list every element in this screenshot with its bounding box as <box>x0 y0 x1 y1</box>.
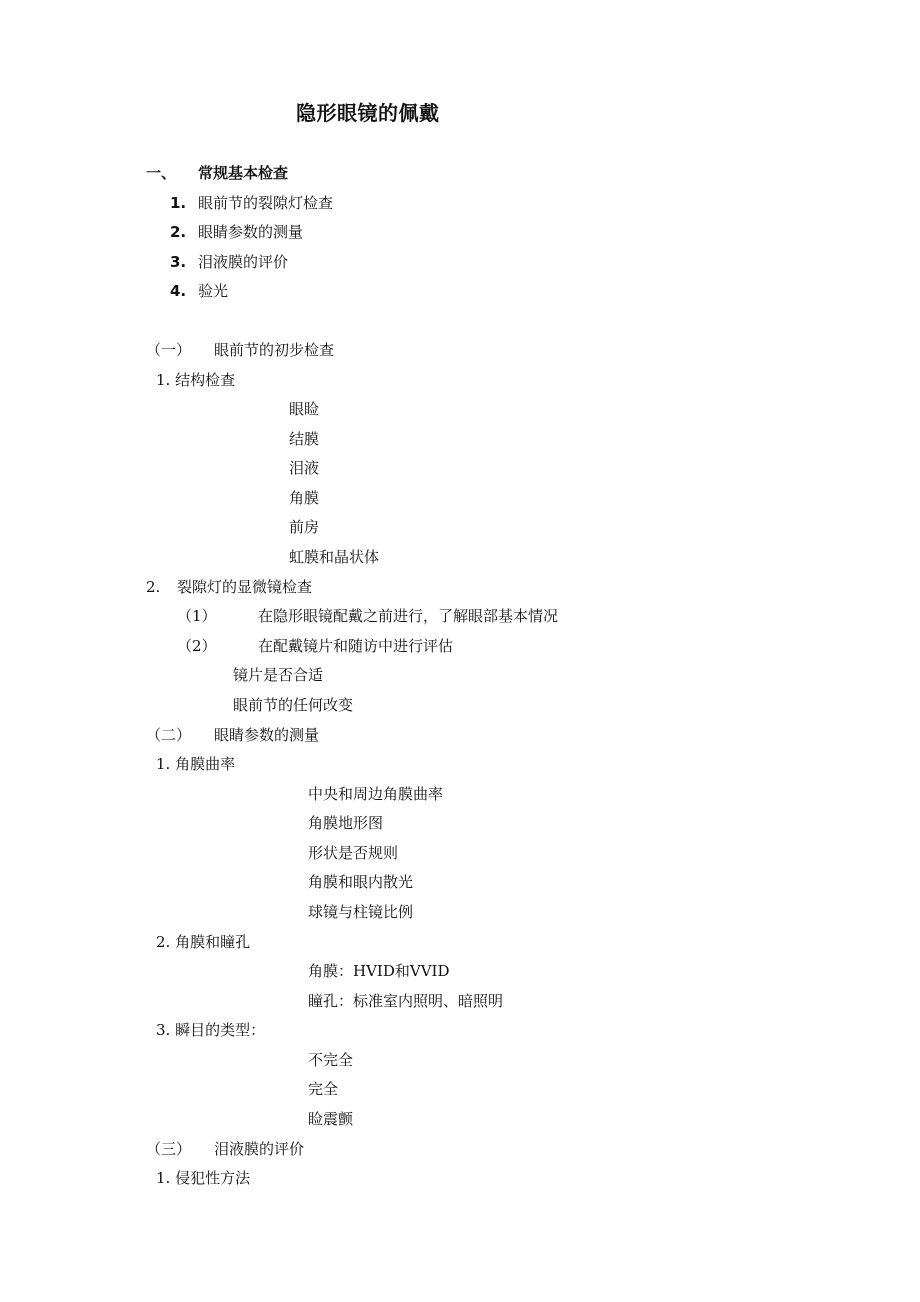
part-marker: （一） <box>146 341 192 359</box>
list-item: 在配戴镜片和随访中进行评估 <box>258 637 454 655</box>
list-item: 角膜和眼内散光 <box>308 873 414 891</box>
list-number: 3. <box>170 253 187 271</box>
list-item: 瞳孔：标准室内照明、暗照明 <box>308 992 504 1010</box>
part-heading: 眼前节的初步检查 <box>214 341 335 359</box>
list-item: 睑震颤 <box>308 1110 354 1128</box>
list-item: 不完全 <box>308 1051 354 1069</box>
section-marker: 一、 <box>146 164 177 182</box>
list-item: 前房 <box>289 518 320 536</box>
list-number: 4. <box>170 282 187 300</box>
subsection-label: 2. 角膜和瞳孔 <box>156 933 251 951</box>
part-heading: 泪液膜的评价 <box>214 1140 305 1158</box>
list-item: 虹膜和晶状体 <box>289 548 380 566</box>
list-item: 眼睑 <box>289 400 320 418</box>
part-heading: 眼睛参数的测量 <box>214 726 320 744</box>
list-item: 完全 <box>308 1080 339 1098</box>
subsection-label: 3. 瞬目的类型： <box>156 1021 266 1039</box>
list-item: 角膜 <box>289 489 320 507</box>
list-item: 形状是否规则 <box>308 844 399 862</box>
part-marker: （三） <box>146 1140 192 1158</box>
list-number: （1） <box>177 607 217 625</box>
list-item: 眼睛参数的测量 <box>198 223 304 241</box>
list-item: 球镜与柱镜比例 <box>308 903 414 921</box>
list-item: 镜片是否合适 <box>233 666 324 684</box>
document-title: 隐形眼镜的佩戴 <box>296 101 440 125</box>
list-item: 眼前节的裂隙灯检查 <box>198 194 334 212</box>
list-item: 角膜地形图 <box>308 814 384 832</box>
list-item: 中央和周边角膜曲率 <box>308 785 444 803</box>
list-number: 2. <box>170 223 187 241</box>
list-item: 结膜 <box>289 430 320 448</box>
list-number: （2） <box>177 637 217 655</box>
list-item: 眼前节的任何改变 <box>233 696 354 714</box>
subsection-label: 1. 角膜曲率 <box>156 755 236 773</box>
section-heading: 常规基本检查 <box>198 164 289 182</box>
list-item: 验光 <box>198 282 229 300</box>
list-item: 角膜：HVID和VVID <box>308 962 450 980</box>
list-number: 1. <box>170 194 187 212</box>
subsection-label: 1. 结构检查 <box>156 371 236 389</box>
part-marker: （二） <box>146 726 192 744</box>
subsection-label: 1. 侵犯性方法 <box>156 1169 251 1187</box>
list-item: 泪液 <box>289 459 320 477</box>
subsection-label: 裂隙灯的显微镜检查 <box>177 578 313 596</box>
list-item: 泪液膜的评价 <box>198 253 289 271</box>
subsection-number: 2. <box>146 578 161 596</box>
list-item: 在隐形眼镜配戴之前进行，了解眼部基本情况 <box>258 607 559 625</box>
